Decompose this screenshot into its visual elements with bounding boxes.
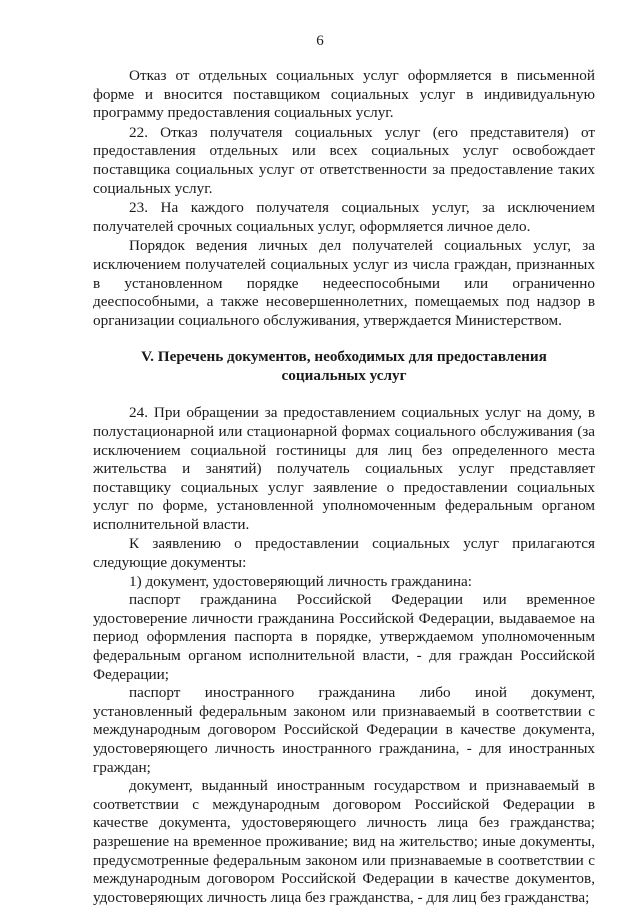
section-title: V. Перечень документов, необходимых для предоставления социальных услуг <box>141 348 547 385</box>
paragraph-attachments: К заявлению о предоставлении социальных услуг прилагаются следующие документы: <box>93 535 595 572</box>
paragraph-refusal-form: Отказ от отдельных социальных услуг оформляется в письменной форме и вносится поставщиком социальных услуг в индивидуальную программу предоставления социальных услуг. <box>93 67 595 122</box>
paragraph-23: 23. На каждого получателя социальных услуг, за исключением получателей срочных социальных услуг, оформляется личное дело. <box>93 199 595 235</box>
paragraph-22: 22. Отказ получателя социальных услуг (его представителя) от предоставления отдельных или всех социальных услуг освобождает поставщика социальных услуг от ответственности за предоставление таких социальных услуг. <box>93 123 595 197</box>
document-body <box>93 67 595 907</box>
page-number: 6 <box>316 33 324 49</box>
paragraph-stateless-documents: документ, выданный иностранным государством и признаваемый в соответствии с международным договором Российской Федерации в качестве документа, удостоверяющего личность лица без гражданства; разрешение на временное проживание; вид на жительство; иные документы, предусмотренные федеральным законом или признаваемые в соответствии с международным договором Российской Федерации в качестве документов, удостоверяющих личность лица без гражданства, - для лиц без гражданства; <box>93 777 595 906</box>
paragraph-passport-foreign: паспорт иностранного гражданина либо иной документ, установленный федеральным законом или признаваемый в соответствии с международным договором Российской Федерации в качестве документа, удостоверяющего личность иностранного гражданина, - для иностранных граждан; <box>93 684 595 776</box>
paragraph-personal-files: Порядок ведения личных дел получателей социальных услуг, за исключением получателей социальных услуг из числа граждан, признанных в установленном порядке недееспособными или ограниченно дееспособными, а также несовершеннолетних, помещаемых под надзор в организации социального обслуживания, утверждается Министерством. <box>93 237 595 329</box>
list-item-1: 1) документ, удостоверяющий личность гражданина: <box>129 572 472 590</box>
paragraph-24: 24. При обращении за предоставлением социальных услуг на дому, в полустационарной или стационарной формах социального обслуживания (за исключением социальной гостиницы для лиц без определенного места жительства и занятий) получатель социальных услуг представляет поставщику социальных услуг заявление о предоставлении социальных услуг по форме, установленной уполномоченным федеральным органом исполнительной власти. <box>93 404 595 533</box>
paragraph-passport-rf: паспорт гражданина Российской Федерации или временное удостоверение личности гражданина Российской Федерации, выдаваемое на период оформления паспорта в порядке, утверждаемом уполномоченным федеральным органом исполнительной власти, - для граждан Российской Федерации; <box>93 591 595 683</box>
